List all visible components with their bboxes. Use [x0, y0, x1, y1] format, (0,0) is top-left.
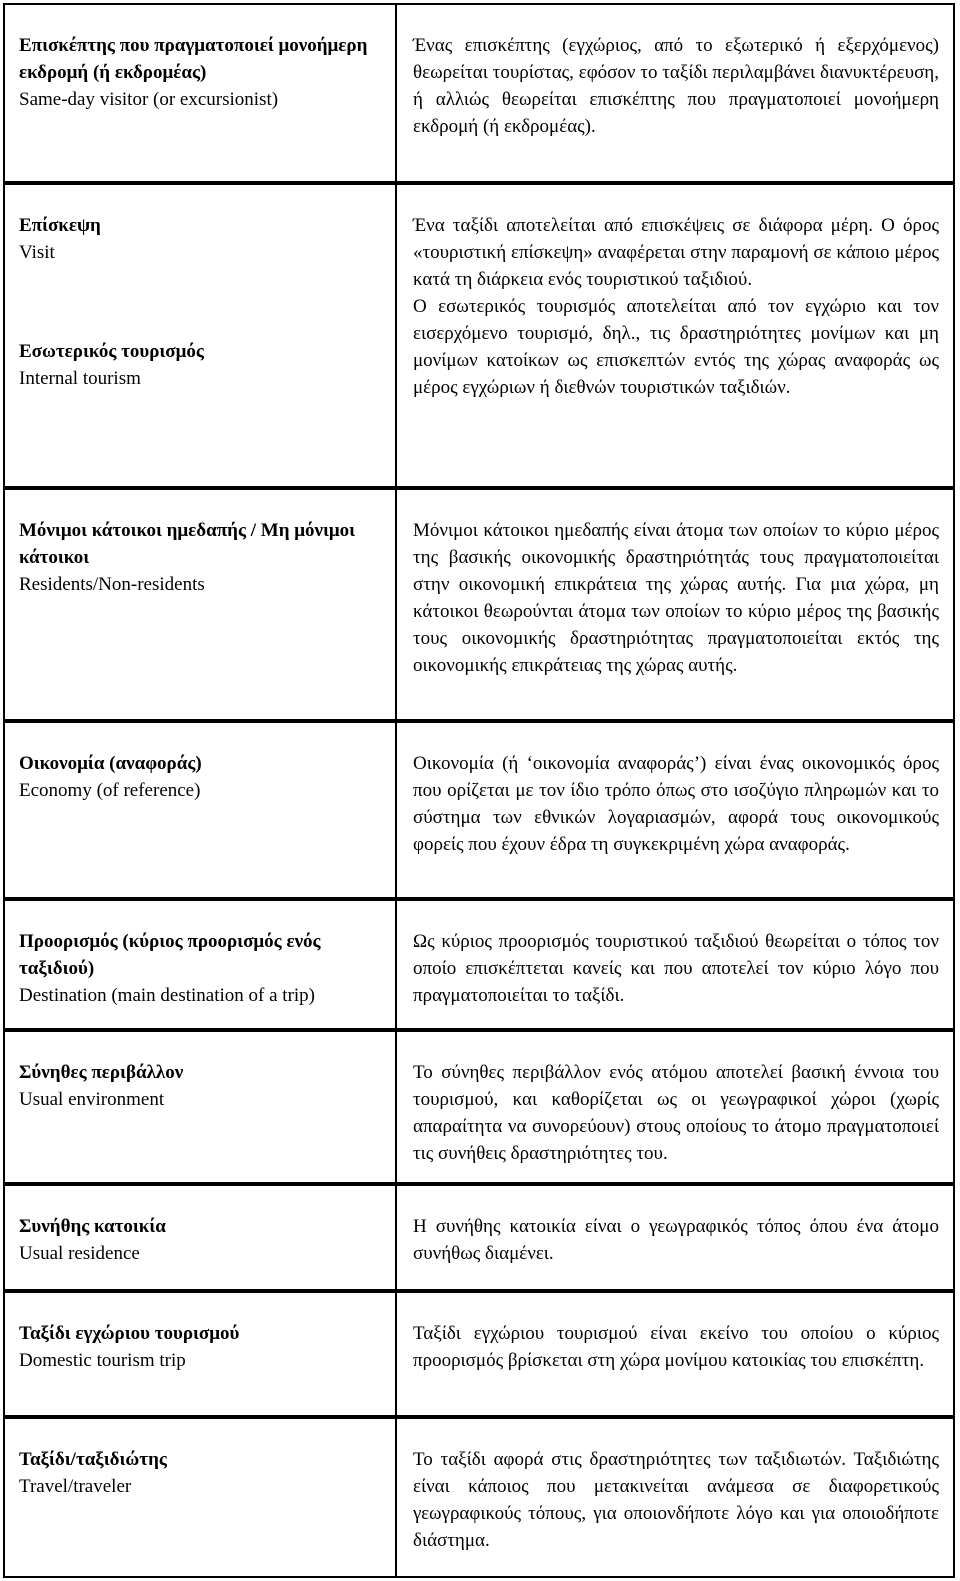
table-row [3, 488, 955, 721]
table-row [3, 183, 955, 488]
term-cell [5, 5, 397, 181]
table-row [3, 1030, 955, 1184]
definition-cell [397, 1186, 953, 1289]
definition-cell [397, 5, 953, 181]
term-greek: Επισκέπτης που πραγματοποιεί μονοήμερη εκδρομή (ή εκδρομέας) [19, 35, 368, 83]
definition-text: Ο εσωτερικός τουρισμός αποτελείται από τον εγχώριο και τον εισερχόμενο τουρισμό, δηλ., τις δραστηριότητες μονίμων και μη μονίμων κατοίκων ως επισκεπτών εντός της χώρας αναφοράς ως μέρος εγχώριων ή διεθνών τουριστικών ταξιδιών. [413, 296, 939, 398]
term-english: Travel/traveler [19, 1476, 132, 1497]
term-cell [5, 1186, 397, 1289]
definition-text: Ως κύριος προορισμός τουριστικού ταξιδιού θεωρείται ο τόπος τον οποίο επισκέπτεται κανείς και που αποτελεί τον κύριο λόγο που πραγματοποιείται το ταξίδι. [413, 931, 939, 1006]
term-english: Economy (of reference) [19, 780, 201, 801]
definition-cell [397, 490, 953, 719]
glossary-table [3, 3, 955, 1578]
term-cell [5, 490, 397, 719]
term-cell [5, 1419, 397, 1576]
term-greek: Εσωτερικός τουρισμός [19, 341, 204, 362]
term-english: Usual environment [19, 1089, 165, 1110]
term-cell [5, 723, 397, 897]
definition-text: Ένα ταξίδι αποτελείται από επισκέψεις σε διάφορα μέρη. Ο όρος «τουριστική επίσκεψη» αναφέρεται στην παραμονή σε κάποιο μέρος κατά τη διάρκεια ενός τουριστικού ταξιδιού. [413, 215, 939, 290]
table-row [3, 899, 955, 1030]
definition-text: Το ταξίδι αφορά στις δραστηριότητες των ταξιδιωτών. Ταξιδιώτης είναι κάποιος που μετακινείται ανάμεσα σε διαφορετικούς γεωγραφικούς τόπους, για οποιονδήποτε λόγο και για οποιοδήποτε διάστημα. [413, 1449, 939, 1551]
definition-cell [397, 1032, 953, 1182]
term-english: Domestic tourism trip [19, 1350, 186, 1371]
term-greek: Επίσκεψη [19, 215, 101, 236]
definition-text: Ένας επισκέπτης (εγχώριος, από το εξωτερικό ή εξερχόμενος) θεωρείται τουρίστας, εφόσον το ταξίδι περιλαμβάνει διανυκτέρευση, ή αλλιώς θεωρείται επισκέπτης που πραγματοποιεί μονοήμερη εκδρομή (ή εκδρομέας). [413, 35, 939, 137]
term-greek: Μόνιμοι κάτοικοι ημεδαπής / Μη μόνιμοι κάτοικοι [19, 520, 356, 568]
definition-cell [397, 185, 953, 486]
definition-cell [397, 1293, 953, 1415]
term-greek: Προορισμός (κύριος προορισμός ενός ταξιδιού) [19, 931, 321, 979]
term-english: Same-day visitor (or excursionist) [19, 89, 279, 110]
definition-cell [397, 723, 953, 897]
term-english: Visit [19, 242, 55, 263]
term-english: Residents/Non-residents [19, 574, 205, 595]
definition-text: Μόνιμοι κάτοικοι ημεδαπής είναι άτομα των οποίων το κύριο μέρος της βασικής οικονομικής δραστηριότητάς τους πραγματοποιείται στην οικονομική επικράτεια της χώρας αυτής. Για μια χώρα, μη κάτοικοι θεωρούνται άτομα των οποίων το κύριο μέρος της βασικής τους οικονομικής δραστηριότητας πραγματοποιείται εκτός της οικονομικής επικράτειας της χώρας αυτής. [413, 520, 939, 676]
definition-text: Ταξίδι εγχώριου τουρισμού είναι εκείνο του οποίου ο κύριος προορισμός βρίσκεται στη χώρα μονίμου κατοικίας του επισκέπτη. [413, 1323, 939, 1371]
sub-term [19, 338, 381, 392]
table-row [3, 1417, 955, 1578]
term-greek: Συνήθης κατοικία [19, 1216, 166, 1237]
term-cell [5, 185, 397, 486]
definition-cell [397, 1419, 953, 1576]
term-greek: Οικονομία (αναφοράς) [19, 753, 202, 774]
table-row [3, 3, 955, 183]
term-english: Destination (main destination of a trip) [19, 985, 316, 1006]
term-greek: Ταξίδι/ταξιδιώτης [19, 1449, 167, 1470]
definition-text: Η συνήθης κατοικία είναι ο γεωγραφικός τόπος όπου ένα άτομο συνήθως διαμένει. [413, 1216, 939, 1264]
table-row [3, 1291, 955, 1417]
term-english: Usual residence [19, 1243, 140, 1264]
definition-text: Το σύνηθες περιβάλλον ενός ατόμου αποτελεί βασική έννοια του τουρισμού, και καθορίζεται ως οι γεωγραφικοί χώροι (χωρίς απαραίτητα να συνορεύουν) στους οποίους το άτομο πραγματοποιεί τις συνήθεις δραστηριότητες του. [413, 1062, 939, 1164]
term-cell [5, 1032, 397, 1182]
definition-text: Οικονομία (ή ‘οικονομία αναφοράς’) είναι ένας οικονομικός όρος που ορίζεται με τον ίδιο τρόπο όπως στο ισοζύγιο πληρωμών και το σύστημα των εθνικών λογαριασμών, αφορά τους οικονομικούς φορείς που έχουν έδρα τη συγκεκριμένη χώρα αναφοράς. [413, 753, 939, 855]
term-english: Internal tourism [19, 368, 141, 389]
term-cell [5, 1293, 397, 1415]
table-row [3, 1184, 955, 1291]
term-cell [5, 901, 397, 1028]
table-row [3, 721, 955, 899]
term-greek: Ταξίδι εγχώριου τουρισμού [19, 1323, 240, 1344]
term-greek: Σύνηθες περιβάλλον [19, 1062, 184, 1083]
definition-cell [397, 901, 953, 1028]
